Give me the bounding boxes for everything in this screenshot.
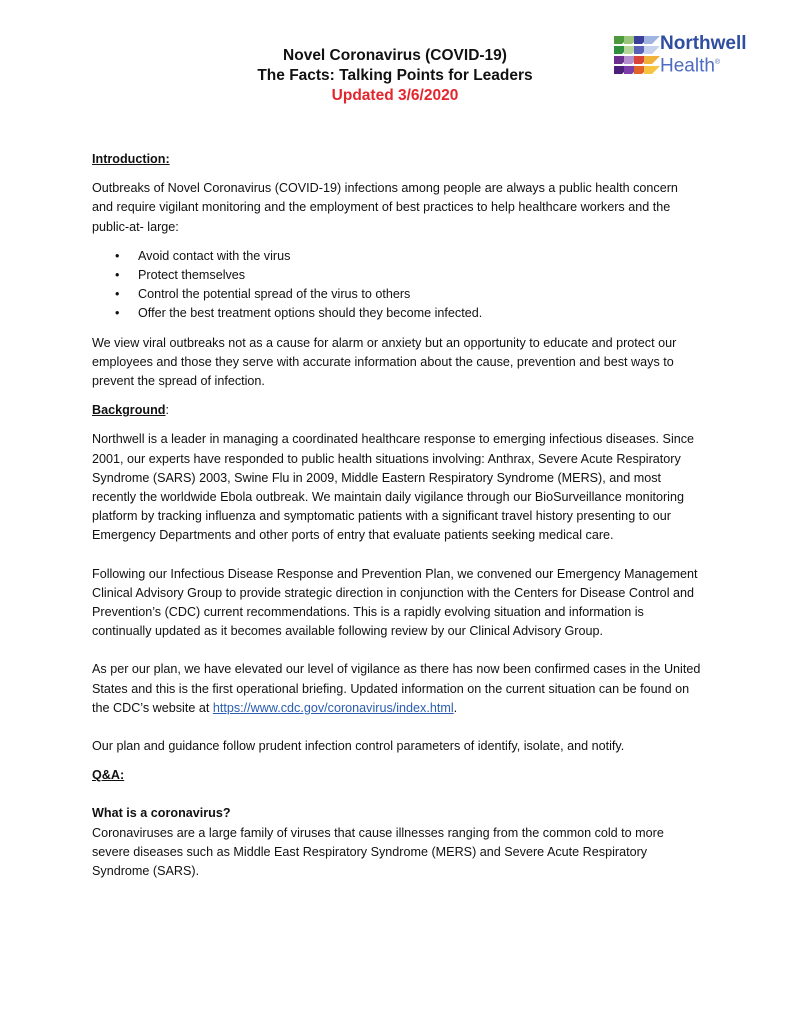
bullet-item: • Control the potential spread of the virus to others (138, 285, 702, 304)
background-paragraph-2: Following our Infectious Disease Response and Prevention Plan, we convened our Emergency Management Clinical Advisory Group to provide strategic direction in conjunction with the Centers for Disease Control and Prevention’s (CDC) current recommendations. This is a rapidly evolving situation and information is continually updated as it becomes available following review by our Clinical Advisory Group. (92, 566, 698, 639)
logo-triangle (644, 56, 660, 64)
logo-health-text: Health (660, 55, 715, 77)
introduction-paragraph: Outbreaks of Novel Coronavirus (COVID-19) infections among people are always a public health concern and require vigilant monitoring and the employment of best practices to help healthcare workers and the public-at- large: (92, 181, 678, 234)
logo-word-health (660, 53, 747, 75)
background-heading-row (92, 401, 702, 420)
paragraph-text: . (453, 700, 458, 715)
bullet-item: • Protect themselves (138, 266, 702, 285)
introduction-bullet-list (92, 247, 702, 324)
title-line-1: Novel Coronavirus (COVID-19) (283, 47, 507, 64)
spacer (92, 546, 702, 565)
background-heading: Background (92, 403, 166, 418)
document-title-block (200, 46, 590, 106)
logo-grid-icon (614, 36, 658, 76)
logo-word-northwell: Northwell (660, 33, 747, 54)
qa-heading: Q&A: (92, 768, 125, 783)
background-paragraph-1: Northwell is a leader in managing a coordinated healthcare response to emerging infectious diseases. Since 2001, our experts have responded to public health situations involving: Anthrax, Severe Acute Respiratory Syndrome (SARS) 2003, Swine Flu in 2009, Middle Eastern Respiratory Syndrome (MERS), and most recently the worldwide Ebola outbreak. We maintain daily vigilance through our BioSurveillance monitoring platform by tracking influenza and symptomatic patients with a significant travel history presenting to our Emergency Departments and other ports of entry that evaluate patients seeking medical care. (92, 432, 695, 543)
spacer (92, 718, 702, 737)
introduction-closing-paragraph: We view viral outbreaks not as a cause for alarm or anxiety but an opportunity to educate and protect our employees and those they serve with accurate information about the cause, prevention and best ways to prevent the spread of infection. (92, 335, 677, 389)
background-paragraph-4: Our plan and guidance follow prudent infection control parameters of identify, isolate, and notify. (92, 739, 625, 754)
background-heading-colon: : (165, 403, 169, 418)
bullet-item: • Offer the best treatment options should they become infected. (138, 304, 702, 323)
northwell-health-logo (614, 34, 774, 76)
qa-answer: Coronaviruses are a large family of viruses that cause illnesses ranging from the common cold to more severe diseases such as Middle East Respiratory Syndrome (MERS) and Severe Acute Respiratory Syndrome (SARS). (92, 825, 664, 879)
bullet-item: • Avoid contact with the virus (138, 247, 702, 266)
background-paragraph-3 (92, 660, 702, 718)
document-body (92, 150, 702, 891)
qa-question: What is a coronavirus? (92, 806, 231, 821)
logo-wordmark (660, 34, 747, 75)
logo-triangle (644, 66, 660, 74)
registered-mark: ® (714, 59, 721, 66)
title-line-2: The Facts: Talking Points for Leaders (257, 67, 533, 84)
updated-date: Updated 3/6/2020 (331, 87, 459, 104)
spacer (92, 641, 702, 660)
logo-triangle (644, 46, 660, 54)
cdc-website-link[interactable]: https://www.cdc.gov/coronavirus/index.html (212, 700, 454, 715)
introduction-heading: Introduction: (92, 152, 170, 166)
paragraph-text: As per our plan, we have elevated our level of vigilance as there has now been confirmed cases in the United States and this is the first operational briefing. Updated information on the current situation can be found on the CDC’s website at (92, 662, 701, 715)
logo-triangle (644, 36, 660, 44)
